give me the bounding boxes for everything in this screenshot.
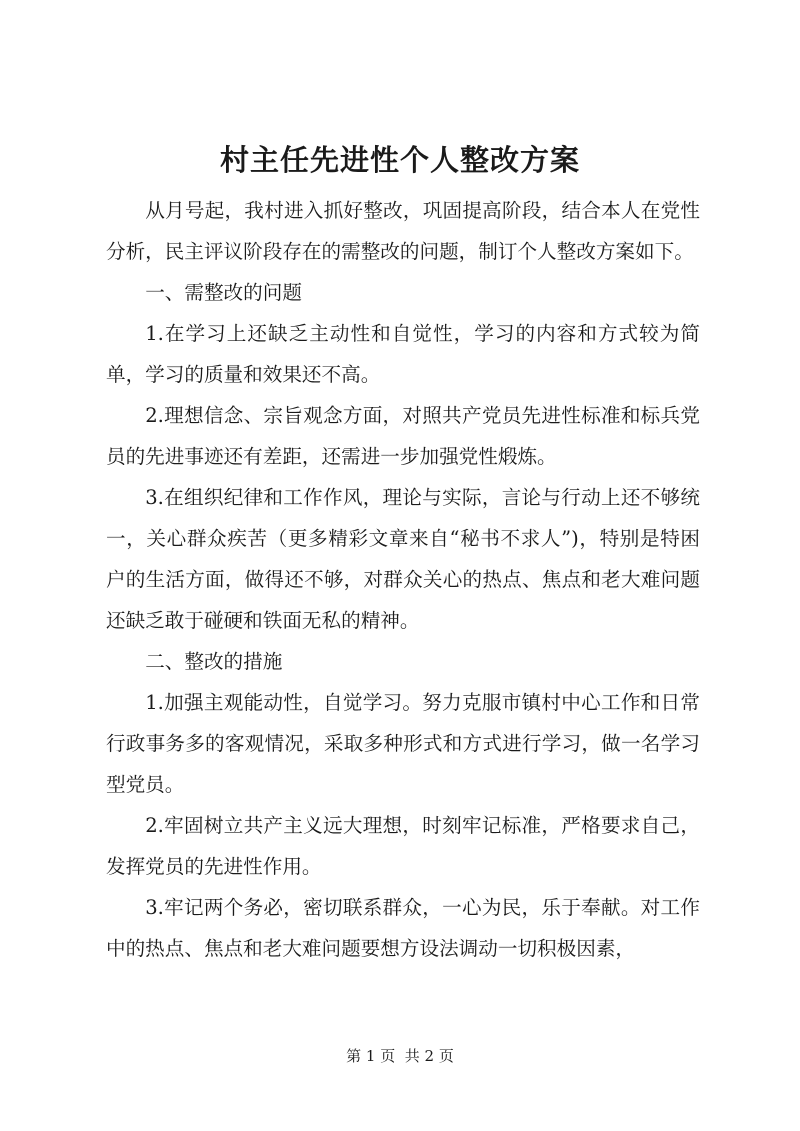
problem-item-2: 2.理想信念、宗旨观念方面，对照共产党员先进性标准和标兵党员的先进事迹还有差距，还需进一步加强党性煅炼。 bbox=[106, 404, 700, 468]
problem-item-3: 3.在组织纪律和工作作风，理论与实际，言论与行动上还不够统一，关心群众疾苦（更多精彩文章来自“秘书不求人”)，特别是特困户的生活方面，做得还不够，对群众关心的热点、焦点和老大难问题还缺乏敢于碰硬和铁面无私的精神。 bbox=[106, 486, 700, 632]
section-heading-measures: 二、整改的措施 bbox=[145, 650, 283, 673]
measure-item-1: 1.加强主观能动性，自觉学习。努力克服市镇村中心工作和日常行政事务多的客观情况，采取多种形式和方式进行学习，做一名学习型党员。 bbox=[106, 691, 700, 796]
measure-item-2: 2.牢固树立共产主义远大理想，时刻牢记标准，严格要求自己，发挥党员的先进性作用。 bbox=[106, 814, 700, 878]
page-number-footer: 第 1 页 共 2 页 bbox=[346, 1047, 454, 1065]
problem-item-1: 1.在学习上还缺乏主动性和自觉性，学习的内容和方式较为简单，学习的质量和效果还不高。 bbox=[106, 322, 700, 386]
document-body bbox=[106, 190, 700, 969]
document-title: 村主任先进性个人整改方案 bbox=[219, 143, 580, 177]
measure-item-3: 3.牢记两个务必，密切联系群众，一心为民，乐于奉献。对工作中的热点、焦点和老大难问题要想方设法调动一切积极因素， bbox=[106, 896, 700, 960]
intro-paragraph: 从月号起，我村进入抓好整改，巩固提高阶段，结合本人在党性分析，民主评议阶段存在的需整改的问题，制订个人整改方案如下。 bbox=[106, 199, 700, 263]
section-heading-problems: 一、需整改的问题 bbox=[145, 281, 302, 304]
